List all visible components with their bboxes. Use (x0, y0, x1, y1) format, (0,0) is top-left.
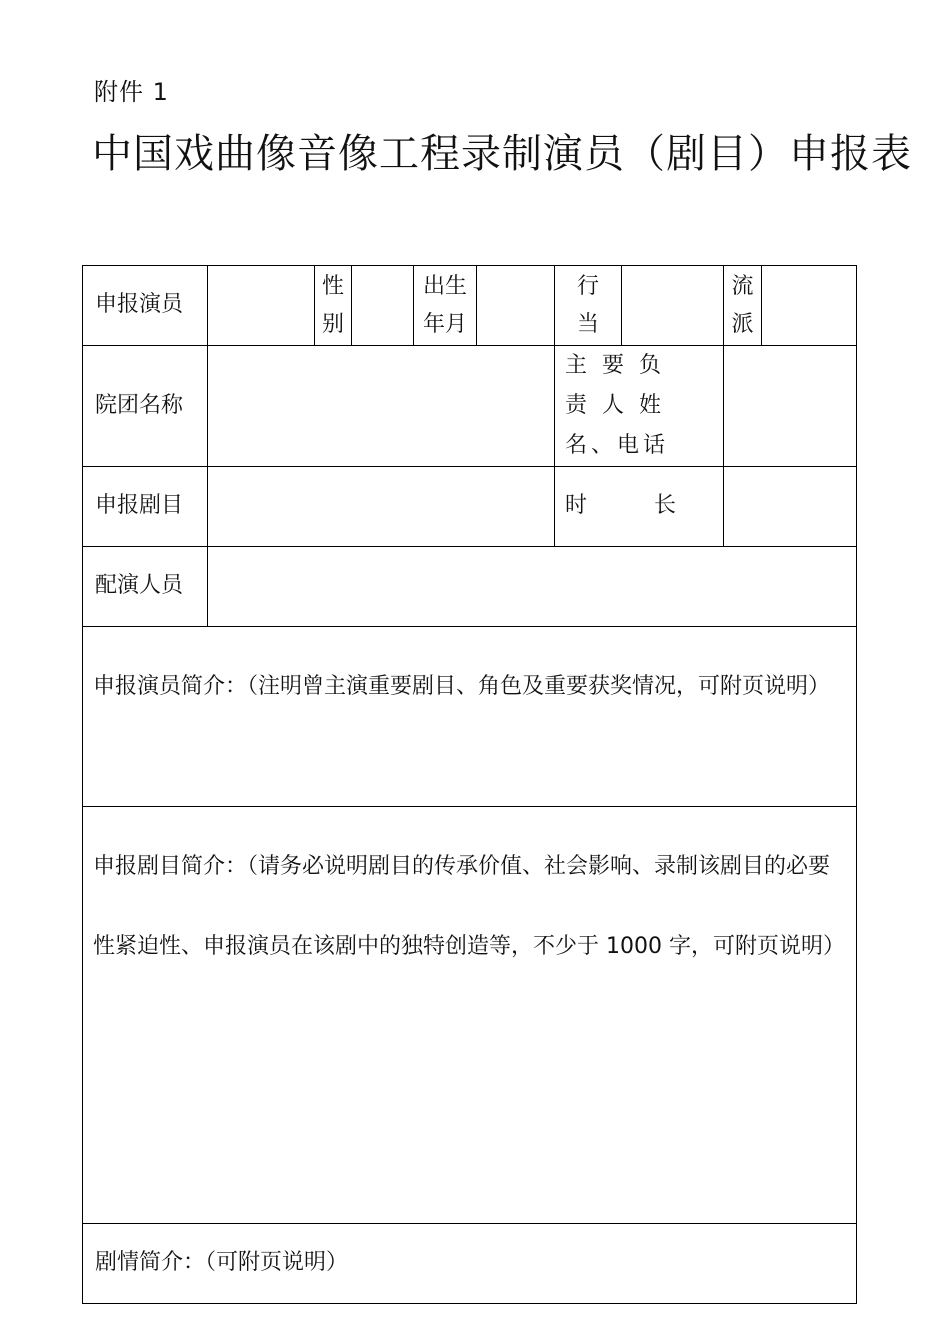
leader-label-line: 责 人 姓 (565, 393, 665, 418)
supporting-label: 配演人员 (83, 547, 208, 627)
role-type-label-line: 当 (576, 311, 599, 337)
school-field[interactable] (762, 266, 857, 346)
role-type-label-line: 行 (576, 273, 599, 299)
birth-field[interactable] (477, 266, 555, 346)
leader-label-line: 主 要 负 (565, 353, 665, 378)
actor-intro-field[interactable] (83, 627, 857, 807)
repertoire-field[interactable] (208, 467, 555, 547)
applicant-name-field[interactable] (208, 266, 315, 346)
page-title: 中国戏曲像音像工程录制演员（剧目）申报表 (92, 131, 912, 177)
plot-intro-field[interactable] (83, 1224, 857, 1304)
gender-label-line: 别 (321, 311, 344, 337)
role-type-field[interactable] (622, 266, 724, 346)
troupe-label: 院团名称 (83, 346, 208, 467)
actor-intro-label: 申报演员简介：（注明曾主演重要剧目、角色及重要获奖情况，可附页说明） (93, 674, 831, 699)
repertoire-intro-label: 申报剧目简介：（请务必说明剧目的传承价值、社会影响、录制该剧目的必要性紧迫性、申报演员在该剧中的独特创造等，不少于 1000 字，可附页说明） (93, 854, 845, 959)
gender-field[interactable] (352, 266, 414, 346)
troupe-field[interactable] (208, 346, 555, 467)
birth-label-line: 年月 (422, 311, 467, 337)
gender-label (315, 266, 352, 346)
school-label-line: 流 (731, 273, 754, 299)
duration-field[interactable] (724, 467, 857, 547)
duration-label: 时 长 (555, 467, 724, 547)
attachment-label: 附件 1 (94, 78, 169, 106)
repertoire-label: 申报剧目 (83, 467, 208, 547)
birth-label-line: 出生 (422, 273, 467, 299)
plot-intro-label: 剧情简介：（可附页说明） (95, 1250, 349, 1276)
applicant-label: 申报演员 (83, 266, 208, 346)
application-form-table (82, 265, 857, 1304)
leader-label-line: 名、电话 (565, 433, 670, 458)
leader-label (555, 346, 724, 467)
school-label (724, 266, 762, 346)
school-label-line: 派 (731, 311, 754, 337)
role-type-label (555, 266, 622, 346)
supporting-field[interactable] (208, 547, 857, 627)
repertoire-intro-field[interactable] (83, 807, 857, 1224)
leader-field[interactable] (724, 346, 857, 467)
birth-label (414, 266, 477, 346)
gender-label-line: 性 (321, 273, 344, 299)
